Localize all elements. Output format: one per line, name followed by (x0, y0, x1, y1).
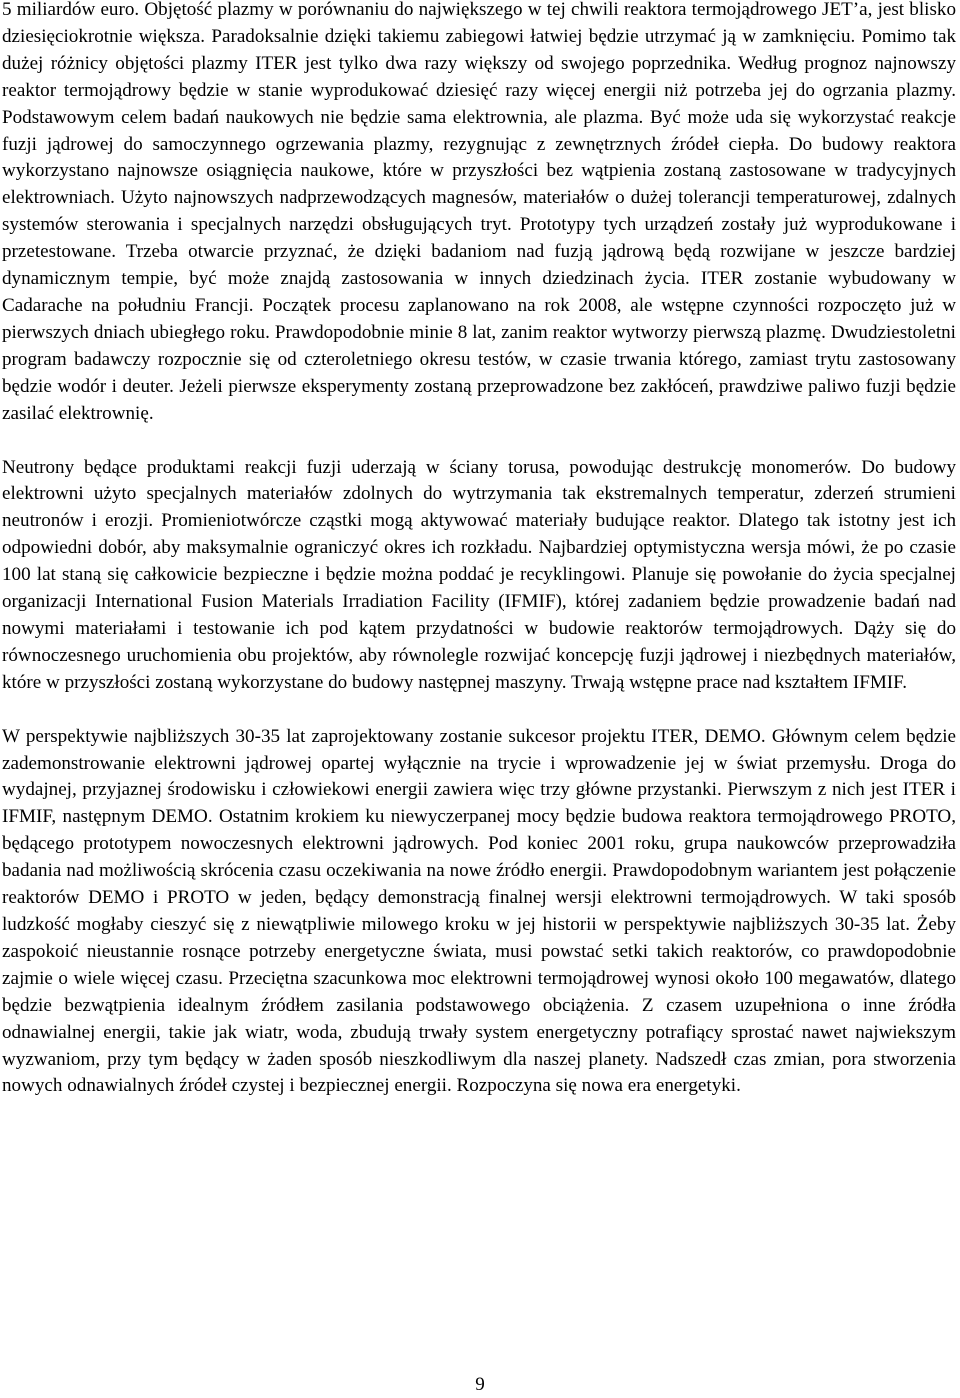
body-paragraph: 5 miliardów euro. Objętość plazmy w porównaniu do największego w tej chwili reaktora termojądrowego JET’a, jest blisko dziesięciokrotnie większa. Paradoksalnie dzięki takiemu zabiegowi łatwiej będzie utrzymać ją w zamknięciu. Pomimo tak dużej różnicy objętości plazmy ITER jest tylko dwa razy większy od swojego poprzednika. Według prognoz najnowszy reaktor termojądrowy będzie w stanie wyprodukować dziesięć razy więcej energii niż potrzeba jej do ogrzania plazmy. Podstawowym celem badań naukowych nie będzie sama elektrownia, ale plazma. Być może uda się wykorzystać reakcje fuzji jądrowej do samoczynnego ogrzewania plazmy, rezygnując z zewnętrznych źródeł ciepła. Do budowy reaktora wykorzystano najnowsze osiągnięcia naukowe, które w przyszłości bez wątpienia zostaną zastosowane w tradycyjnych elektrowniach. Użyto najnowszych nadprzewodzących magnesów, materiałów o dużej tolerancji temperaturowej, zdalnych systemów sterowania i specjalnych narzędzi obsługujących tryt. Prototypy tych urządzeń zostały już wyprodukowane i przetestowane. Trzeba otwarcie przyznać, że dzięki badaniom nad fuzją jądrową będą rozwijane w jeszcze bardziej dynamicznym tempie, być może znajdą zastosowania w innych dziedzinach życia. ITER zostanie wybudowany w Cadarache na południu Francji. Początek procesu zaplanowano na rok 2008, ale wstępne czynności rozpoczęto już w pierwszych dniach ubiegłego roku. Prawdopodobnie minie 8 lat, zanim reaktor wytworzy pierwszą plazmę. Dwudziestoletni program badawczy rozpocznie się od czteroletniego okresu testów, w czasie trwania którego, zamiast trytu zastosowany będzie wodór i deuter. Jeżeli pierwsze eksperymenty zostaną przeprowadzone bez zakłóceń, prawdziwe paliwo fuzji będzie zasilać elektrownię. (2, 0, 956, 424)
page-number: 9 (475, 1374, 485, 1395)
body-paragraph: Neutrony będące produktami reakcji fuzji uderzają w ściany torusa, powodując destrukcję monomerów. Do budowy elektrowni użyto specjalnych materiałów zdolnych do wytrzymania tak ekstremalnych temperatur, zderzeń strumieni neutronów i erozji. Promieniotwórcze cząstki mogą aktywować materiały budujące reaktor. Dlatego tak istotny jest ich odpowiedni dobór, aby maksymalnie ograniczyć okres ich rozkładu. Najbardziej optymistyczna wersja mówi, że po czasie 100 lat staną się całkowicie bezpieczne i będzie można poddać je recyklingowi. Planuje się powołanie do życia specjalnej organizacji International Fusion Materials Irradiation Facility (IFMIF), której zadaniem będzie prowadzenie badań nad nowymi materiałami i testowanie ich pod kątem przydatności w budowie reaktorów termojądrowych. Dąży się do równoczesnego uruchomienia obu projektów, aby równolegle rozwijać koncepcję fuzji jądrowej i niezbędnych materiałów, które w przyszłości zostaną wykorzystane do budowy następnej maszyny. Trwają wstępne prace nad kształtem IFMIF. (2, 456, 956, 693)
body-paragraph: W perspektywie najbliższych 30-35 lat zaprojektowany zostanie sukcesor projektu ITER, DEMO. Głównym celem będzie zademonstrowanie elektrowni jądrowej opartej wyłącznie na trycie i wprowadzenie jej w świat przemysłu. Droga do wydajnej, przyjaznej środowisku i człowiekowi energii zawiera więc trzy główne przystanki. Pierwszym z nich jest ITER i IFMIF, następnym DEMO. Ostatnim krokiem ku niewyczerpanej mocy będzie budowa reaktora termojądrowego PROTO, będącego prototypem nowoczesnych elektrowni jądrowych. Pod koniec 2001 roku, grupa naukowców przeprowadziła badania nad możliwością skrócenia czasu oczekiwania na nowe źródło energii. Prawdopodobnym wariantem jest połączenie reaktorów DEMO i PROTO w jeden, będący demonstracją finalnej wersji elektrowni termojądrowych. W taki sposób ludzkość mogłaby cieszyć się z niewątpliwie milowego kroku w jej historii w perspektywie najbliższych 30-35 lat. Żeby zaspokoić nieustannie rosnące potrzeby energetyczne świata, musi powstać setki takich reaktorów, co prawdopodobnie zajmie o wiele więcej czasu. Przeciętna szacunkowa moc elektrowni termojądrowej wynosi około 100 megawatów, dlatego będzie bezwątpienia idealnym źródłem zasilania podstawowego obciążenia. Z czasem uzupełniona o inne źródła odnawialnej energii, takie jak wiatr, woda, zbudują trwały system energetyczny potrafiący sprostać nawet najwiekszym wyzwaniom, przy tym będący w żaden sposób nieszkodliwym dla naszej planety. Nadszedł czas zmian, pora stworzenia nowych odnawialnych źródeł czystej i bezpiecznej energii. Rozpoczyna się nowa era energetyki. (2, 725, 956, 1097)
